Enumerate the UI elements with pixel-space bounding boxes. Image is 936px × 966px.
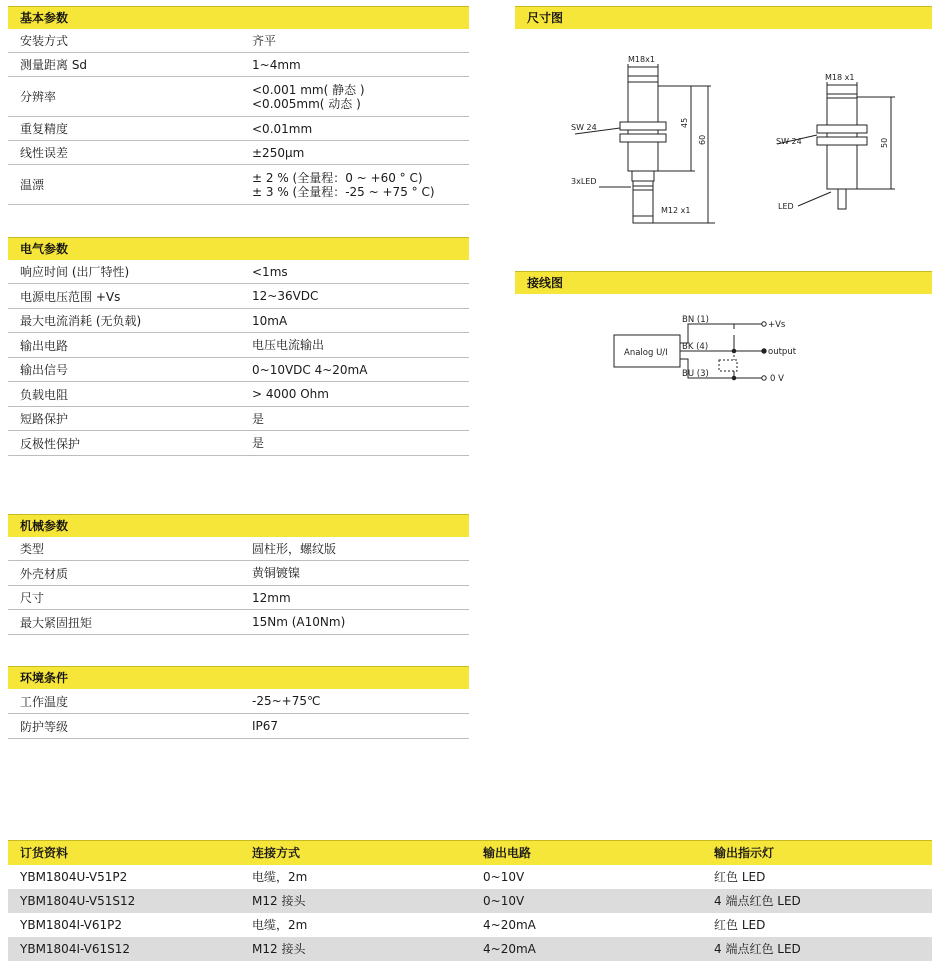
param-value (252, 566, 469, 580)
electrical-params-header: 电气参数 (8, 237, 469, 260)
dimensions-section (515, 6, 932, 29)
param-value-line: IP67 (252, 719, 279, 733)
bn-wire (680, 324, 762, 343)
param-value-line: 齐平 (252, 33, 277, 48)
table-row (8, 865, 932, 889)
left-led-label: 3xLED (571, 177, 597, 186)
order-model: YBM1804U-V51P2 (20, 870, 128, 884)
param-value (252, 412, 469, 426)
param-label: 最大电流消耗 (无负载) (20, 314, 142, 328)
param-value-line: 12~36VDC (252, 289, 319, 303)
param-value-line: > 4000 Ohm (252, 387, 329, 401)
order-indicator: 4 端点红色 LED (714, 942, 801, 956)
table-row (8, 913, 932, 937)
dimensions-header: 尺寸图 (515, 6, 932, 29)
param-label: 响应时间 (出厂特性) (20, 265, 130, 279)
order-table-header (8, 840, 932, 865)
param-value-line: <0.01mm (252, 121, 313, 136)
param-row (8, 333, 469, 358)
left-nut-2 (620, 134, 666, 142)
param-label: 线性误差 (20, 146, 69, 160)
param-label: 输出信号 (20, 363, 69, 377)
param-value (252, 171, 469, 199)
environment-rows (8, 689, 469, 739)
param-row (8, 53, 469, 77)
param-row (8, 260, 469, 284)
wiring-section (515, 271, 932, 294)
param-row (8, 29, 469, 53)
param-value-line: 是 (252, 411, 265, 426)
param-value-line: <1ms (252, 264, 288, 279)
mechanical-params-section (8, 514, 469, 635)
param-label: 分辨率 (20, 90, 57, 104)
param-label: 最大紧固扭矩 (20, 615, 93, 630)
param-value (252, 146, 469, 160)
zero-terminal (762, 376, 766, 380)
table-row (8, 937, 932, 961)
order-header-output: 输出电路 (483, 846, 532, 860)
order-connection: M12 接头 (252, 942, 306, 956)
order-indicator: 红色 LED (714, 870, 766, 884)
param-label: 输出电路 (20, 338, 69, 353)
left-bottom-thread-label: M12 x1 (661, 206, 691, 215)
param-value-line: 12mm (252, 590, 291, 605)
wiring-header: 接线图 (515, 271, 932, 294)
left-wrench-label: SW 24 (571, 123, 597, 132)
bu-label: BU (3) (682, 369, 709, 379)
order-header-model: 订货资料 (20, 846, 69, 860)
output-terminal (762, 349, 766, 353)
vs-terminal (762, 322, 766, 326)
param-value (252, 83, 469, 111)
analog-box-label: Analog U/I (624, 348, 668, 358)
order-model: YBM1804U-V51S12 (20, 894, 136, 908)
bn-label: BN (1) (682, 315, 709, 325)
basic-params-header: 基本参数 (8, 6, 469, 29)
basic-params-section (8, 6, 469, 205)
param-label: 防护等级 (20, 719, 69, 734)
param-row (8, 117, 469, 141)
environment-header: 环境条件 (8, 666, 469, 689)
order-indicator: 4 端点红色 LED (714, 894, 801, 908)
param-value-line: 15Nm (A10Nm) (252, 615, 346, 629)
param-row (8, 309, 469, 333)
left-top-thread-label: M18x1 (628, 55, 655, 64)
order-model: YBM1804I-V61S12 (20, 942, 130, 956)
param-label: 短路保护 (20, 412, 69, 426)
param-value (252, 542, 469, 556)
param-value-line: 圆柱形，螺纹版 (252, 541, 337, 556)
param-value-line: ±250μm (252, 145, 305, 160)
param-label: 负载电阻 (20, 387, 69, 402)
mechanical-params-rows (8, 537, 469, 635)
basic-params-rows (8, 29, 469, 205)
param-row (8, 537, 469, 561)
mechanical-params-header: 机械参数 (8, 514, 469, 537)
param-value (252, 436, 469, 450)
order-connection: 电缆，2m (252, 870, 308, 884)
param-label: 工作温度 (20, 694, 69, 709)
order-output: 0~10V (483, 894, 525, 908)
param-value-line: ± 3 % (全量程：-25 ~ +75 ° C) (252, 184, 435, 199)
electrical-params-section (8, 237, 469, 456)
param-value-line: 黄铜镀镍 (252, 566, 301, 580)
param-value (252, 122, 469, 136)
param-label: 温漂 (20, 178, 45, 192)
param-value-line: 0~10VDC 4~20mA (252, 362, 368, 377)
param-value (252, 58, 469, 72)
left-dim-60: 60 (698, 134, 707, 145)
vs-label: +Vs (768, 320, 786, 330)
order-output: 0~10V (483, 870, 525, 884)
param-value-line: 1~4mm (252, 57, 301, 72)
right-led-label: LED (778, 202, 794, 211)
right-dim-50: 50 (880, 137, 889, 148)
param-label: 安装方式 (20, 34, 69, 48)
param-value (252, 338, 469, 352)
wiring-diagram (600, 305, 820, 390)
order-table (8, 840, 932, 961)
param-value-line: ± 2 % (全量程：0 ~ +60 ° C) (252, 170, 423, 185)
left-connector (633, 181, 653, 223)
param-row (8, 284, 469, 309)
param-row (8, 431, 469, 456)
param-value (252, 314, 469, 328)
param-value (252, 265, 469, 279)
param-label: 尺寸 (20, 591, 45, 605)
load-symbol (719, 360, 737, 371)
dimension-drawing (515, 40, 932, 240)
right-nut-1 (817, 125, 867, 133)
param-row (8, 561, 469, 586)
param-label: 类型 (20, 542, 45, 556)
param-value (252, 387, 469, 401)
order-indicator: 红色 LED (714, 918, 766, 932)
param-label: 外壳材质 (20, 566, 69, 581)
param-label: 电源电压范围 +Vs (20, 289, 121, 304)
left-dim-45: 45 (680, 117, 689, 128)
order-header-connection: 连接方式 (252, 846, 301, 860)
right-cable (838, 189, 846, 209)
left-nut-1 (620, 122, 666, 130)
param-value-line: -25~+75℃ (252, 694, 321, 708)
param-row (8, 689, 469, 714)
param-row (8, 714, 469, 739)
param-value (252, 289, 469, 303)
param-value (252, 694, 469, 708)
param-row (8, 77, 469, 117)
right-top-thread-label: M18 x1 (825, 73, 855, 82)
param-value (252, 591, 469, 605)
param-value (252, 363, 469, 377)
param-value (252, 615, 469, 629)
zero-label: 0 V (770, 374, 784, 384)
param-value (252, 34, 469, 48)
order-connection: 电缆，2m (252, 918, 308, 932)
order-header-indicator: 输出指示灯 (714, 846, 775, 860)
param-value-line: <0.001 mm( 静态 ) (252, 82, 365, 97)
param-row (8, 407, 469, 431)
param-label: 测量距离 Sd (20, 58, 88, 72)
param-label: 重复精度 (20, 122, 69, 136)
output-label: output (768, 347, 797, 357)
bk-label: BK (4) (682, 342, 709, 352)
param-row (8, 610, 469, 635)
param-label: 反极性保护 (20, 436, 81, 451)
param-value-line: 是 (252, 436, 265, 450)
right-nut-2 (817, 137, 867, 145)
param-row (8, 141, 469, 165)
param-value (252, 719, 469, 733)
param-row (8, 382, 469, 407)
param-row (8, 165, 469, 205)
table-row (8, 889, 932, 913)
order-model: YBM1804I-V61P2 (20, 918, 122, 932)
order-output: 4~20mA (483, 942, 536, 956)
param-value-line: 电压电流输出 (252, 338, 325, 352)
param-row (8, 586, 469, 610)
environment-section (8, 666, 469, 739)
param-value-line: <0.005mm( 动态 ) (252, 96, 361, 111)
electrical-params-rows (8, 260, 469, 456)
order-output: 4~20mA (483, 918, 536, 932)
order-connection: M12 接头 (252, 894, 306, 908)
right-wrench-label: SW 24 (776, 137, 802, 146)
param-value-line: 10mA (252, 313, 288, 328)
param-row (8, 358, 469, 382)
